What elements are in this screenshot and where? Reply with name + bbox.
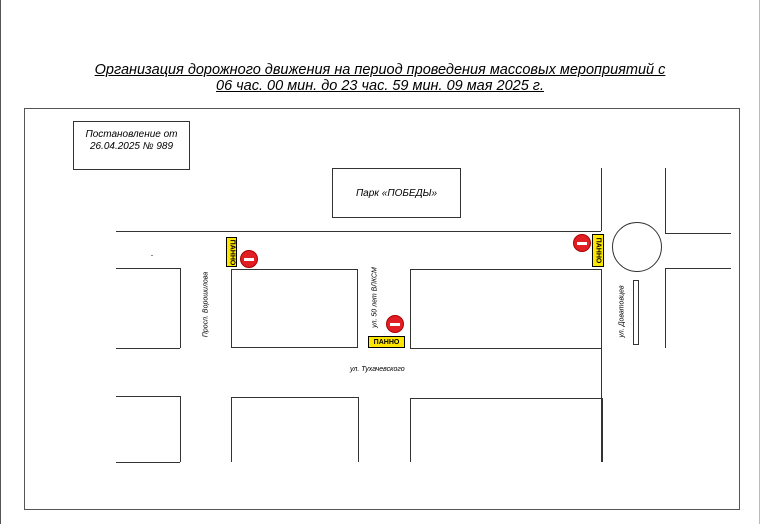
title-line-1: Организация дорожного движения на период проведения массовых мероприятий с: [94, 62, 666, 78]
road-edge-far-right-upper: [665, 168, 666, 233]
no-entry-sign-2: [386, 315, 404, 333]
panno-sign-1: [226, 237, 237, 267]
no-entry-sign-1: [240, 250, 258, 268]
park-label: Парк «ПОБЕДЫ»: [355, 187, 438, 199]
road-edge-main-top: [116, 231, 601, 232]
document-reference-box: [73, 121, 190, 170]
street-label-vlksm: ул. 50 лет ВЛКСМ: [371, 267, 379, 328]
block-left-side: [180, 268, 181, 348]
panno-sign-2: [368, 336, 405, 348]
park-box: [332, 168, 461, 218]
document-reference-line-2: 26.04.2025 № 989: [89, 141, 174, 152]
street-label-voroshilova: Просп. Ворошилова: [202, 271, 210, 338]
roundabout: [612, 222, 662, 272]
road-edge-right-upper: [601, 168, 602, 231]
page-edge-left: [0, 0, 1, 524]
block-bottom-right-left: [410, 398, 411, 462]
document-reference-line-1: Постановление от: [85, 129, 178, 140]
road-edge-far-right-top: [665, 233, 731, 234]
panno-sign-3-label: ПАННО: [594, 237, 602, 264]
city-block-center-right: [410, 269, 602, 349]
panno-sign-2-label: ПАННО: [373, 338, 400, 346]
city-block-center-left: [231, 269, 358, 348]
title-line-2: 06 час. 00 мин. до 23 час. 59 мин. 09 мая 2025 г.: [216, 78, 544, 94]
block-bottom-right-top: [410, 398, 602, 399]
median-divider: [633, 280, 639, 345]
block-bottom-left-bottom: [116, 462, 180, 463]
street-label-tukhachevskogo: ул. Тухачевского: [350, 366, 405, 373]
street-label-dovatortsev: ул. Доватовцев: [618, 285, 626, 338]
panno-sign-3: [592, 234, 604, 267]
map-dot: [151, 255, 153, 256]
road-edge-far-right-lower: [665, 268, 666, 348]
road-edge-far-right-bottom: [665, 268, 731, 269]
block-bottom-center-top: [231, 397, 358, 398]
block-bottom-left-top: [116, 396, 180, 397]
block-bottom-center-left: [231, 397, 232, 462]
no-entry-sign-3: [573, 234, 591, 252]
page-title: [60, 62, 700, 94]
block-bottom-right-right: [602, 398, 603, 462]
block-bottom-left-side: [180, 396, 181, 462]
block-bottom-center-right: [358, 397, 359, 462]
block-left-top: [116, 268, 180, 269]
panno-sign-1-label: ПАННО: [228, 239, 235, 265]
block-left-bottom: [116, 348, 180, 349]
